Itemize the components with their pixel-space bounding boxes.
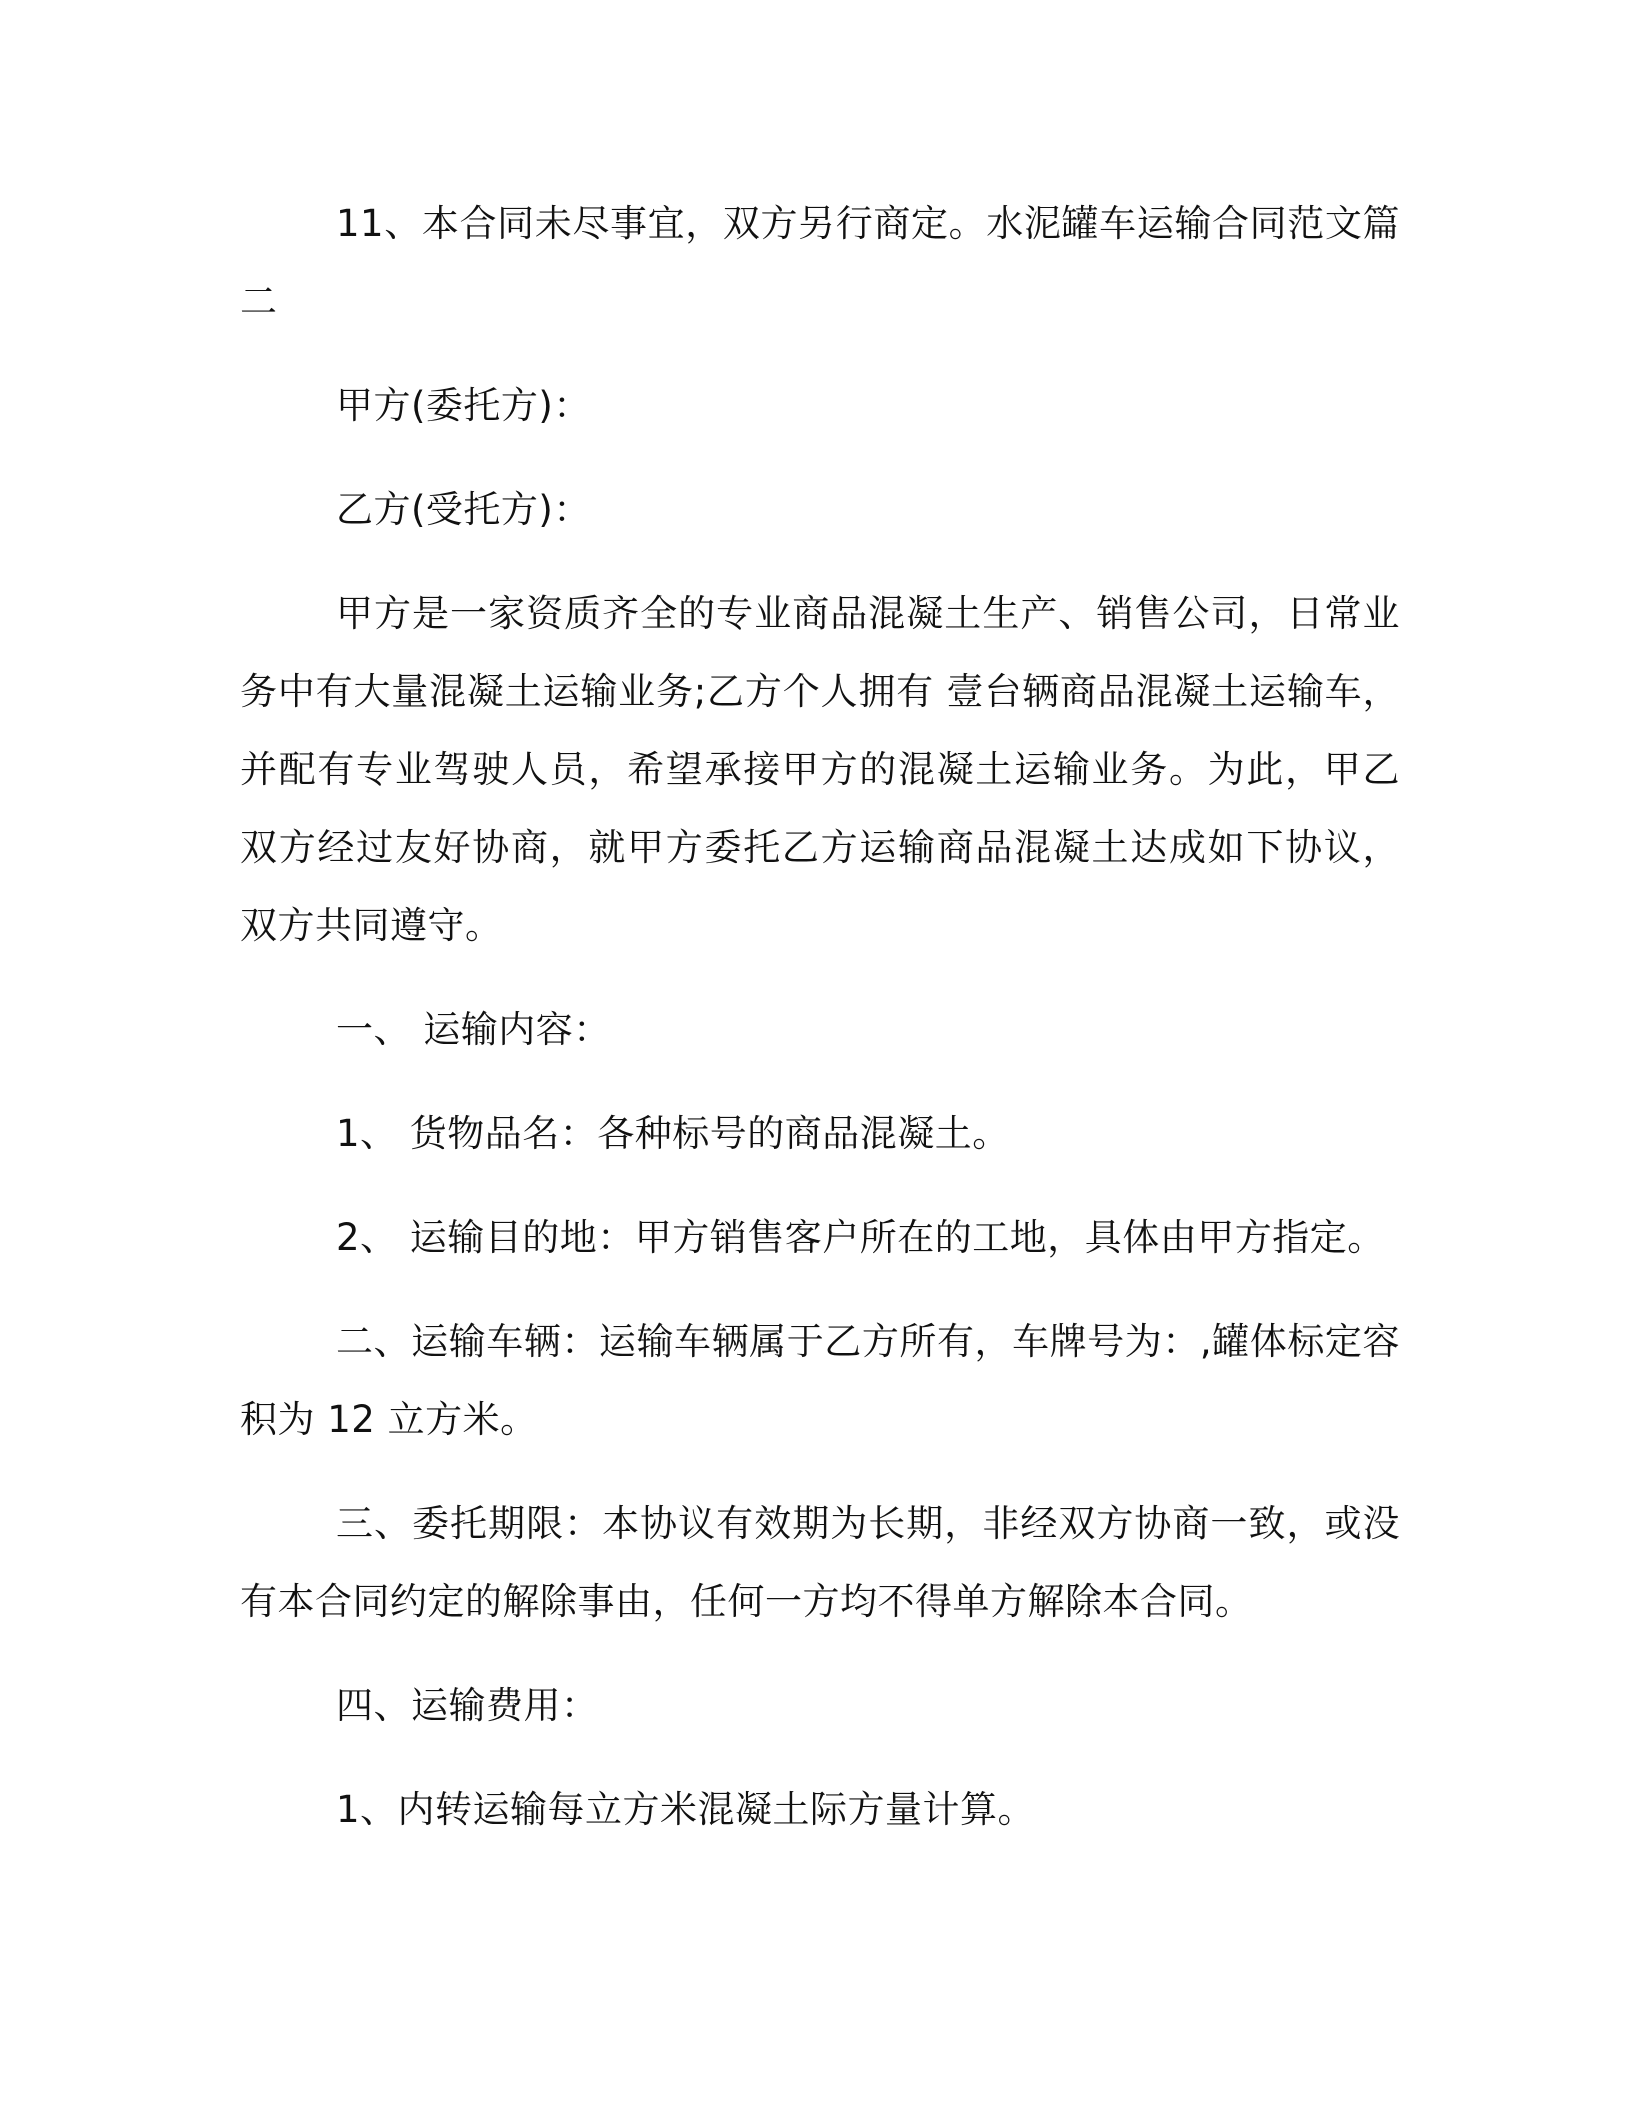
paragraph-preamble: 甲方是一家资质齐全的专业商品混凝土生产、销售公司，日常业务中有大量混凝土运输业务;乙方个人拥有 壹台辆商品混凝土运输车，并配有专业驾驶人员，希望承接甲方的混凝土运输业务。为此，甲乙双方经过友好协商，就甲方委托乙方运输商品混凝土达成如下协议，双方共同遵守。 xyxy=(240,592,1400,947)
heading-transport-content: 一、 运输内容： xyxy=(336,1008,611,1051)
paragraph-clause-11: 11、本合同未尽事宜，双方另行商定。水泥罐车运输合同范文篇二 xyxy=(240,202,1400,323)
paragraph-term: 三、委托期限：本协议有效期为长期，非经双方协商一致，或没有本合同约定的解除事由，任何一方均不得单方解除本合同。 xyxy=(240,1502,1400,1623)
document-page xyxy=(240,185,1400,1875)
paragraph-goods-name: 1、 货物品名：各种标号的商品混凝土。 xyxy=(336,1112,1010,1155)
paragraph-party-a: 甲方(委托方)： xyxy=(336,384,591,427)
paragraph-party-b: 乙方(受托方)： xyxy=(336,488,591,531)
paragraph-destination: 2、 运输目的地：甲方销售客户所在的工地，具体由甲方指定。 xyxy=(336,1216,1385,1259)
paragraph-vehicle: 二、运输车辆：运输车辆属于乙方所有，车牌号为：,罐体标定容积为 12 立方米。 xyxy=(240,1320,1400,1441)
paragraph-fee-calculation: 1、内转运输每立方米混凝土际方量计算。 xyxy=(336,1788,1036,1831)
heading-transport-fees: 四、运输费用： xyxy=(336,1684,599,1727)
